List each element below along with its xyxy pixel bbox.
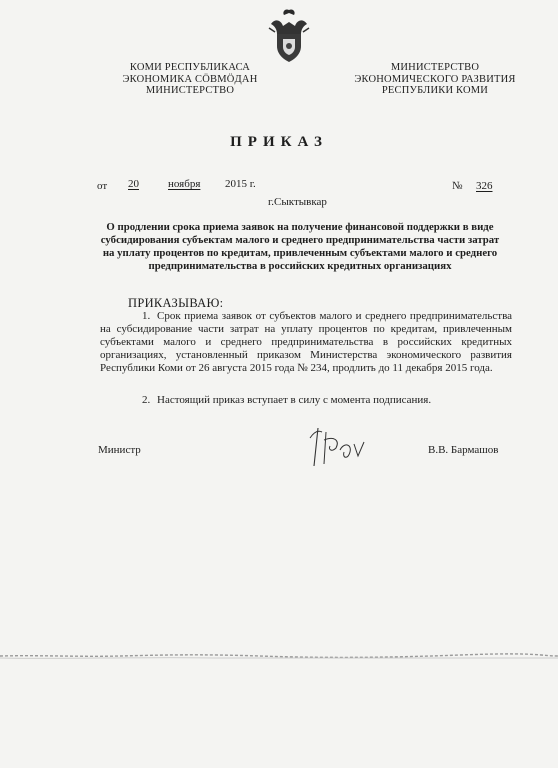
- order-number: 326: [476, 180, 493, 192]
- header-left-line: МИНИСТЕРСТВО: [145, 85, 235, 96]
- header-left-org: [105, 62, 275, 97]
- header-left-line: ЭКОНОМИКА СӦВМӦДАН: [122, 73, 258, 85]
- coat-of-arms-emblem: [265, 6, 313, 64]
- order-paragraph: [100, 310, 512, 375]
- paragraph-number: 1.: [142, 310, 151, 322]
- city: г.Сыктывкар: [268, 196, 327, 208]
- handwritten-signature: [300, 422, 390, 472]
- header-right-line: МИНИСТЕРСТВО: [390, 62, 480, 73]
- order-subject: О продлении срока приема заявок на получение финансовой поддержки в виде субсидирования субъектам малого и среднего предпринимательства части затрат на уплату процентов по кредитам, привлеченным субъектами малого и среднего предпринимательства в российских кредитных организациях: [100, 221, 500, 272]
- order-paragraph: [100, 394, 512, 407]
- paragraph-text: Настоящий приказ вступает в силу с момента подписания.: [157, 394, 432, 406]
- date-month: ноября: [168, 178, 201, 190]
- header-left-line: КОМИ РЕСПУБЛИКАСА: [129, 62, 251, 73]
- orders-label: ПРИКАЗЫВАЮ:: [128, 296, 224, 310]
- order-number-label: №: [452, 180, 463, 192]
- signatory-name: В.В. Бармашов: [428, 444, 499, 456]
- header-right-line: РЕСПУБЛИКИ КОМИ: [381, 85, 489, 96]
- document-title: ПРИКАЗ: [230, 134, 328, 150]
- scan-artifact-divider: [0, 648, 558, 664]
- header-right-line: ЭКОНОМИЧЕСКОГО РАЗВИТИЯ: [354, 73, 516, 85]
- header-right-org: [340, 62, 530, 97]
- date-day: 20: [128, 178, 139, 190]
- date-year: 2015 г.: [225, 178, 256, 190]
- paragraph-number: 2.: [142, 394, 151, 406]
- date-from-label: от: [97, 180, 108, 192]
- paragraph-text: Срок приема заявок от субъектов малого и среднего предпринимательства на субсидирование части затрат на уплату процентов по кредитам, привлеченным субъектами малого и среднего предпринимательства в российских кредитных организациях, установленный приказом Министерства экономического развития Республики Коми от 26 августа 2015 года № 234, продлить до 11 декабря 2015 года.: [100, 310, 512, 374]
- signatory-position: Министр: [98, 444, 141, 456]
